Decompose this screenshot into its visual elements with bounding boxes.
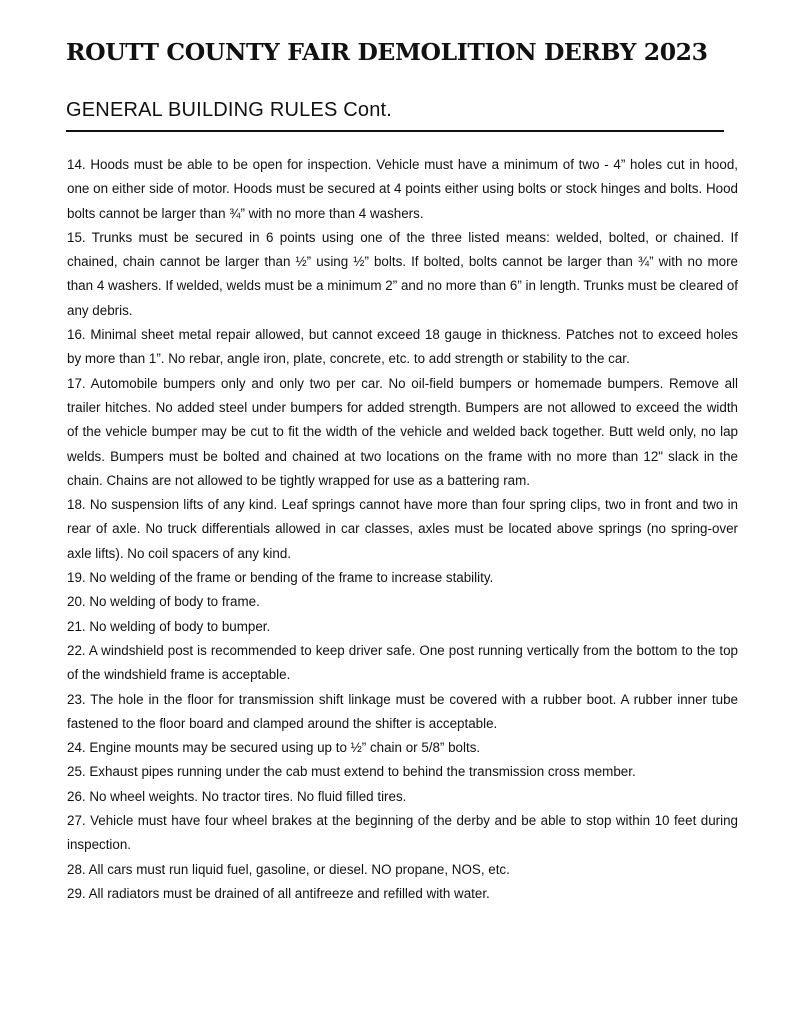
rule-item-29: 29. All radiators must be drained of all antifreeze and refilled with water. [67,885,490,901]
heading-divider [66,130,724,132]
rule-item-22: 22. A windshield post is recommended to keep driver safe. One post running vertically from the bottom to the top of the windshield frame is acceptable. [67,642,738,683]
rule-item-16: 16. Minimal sheet metal repair allowed, but cannot exceed 18 gauge in thickness. Patches not to exceed holes by more than 1”. No rebar, angle iron, plate, concrete, etc. to add strength or stability to the car. [67,327,738,367]
rule-item-17: 17. Automobile bumpers only and only two per car. No oil-field bumpers or homemade bumpers. Remove all trailer hitches. No added steel under bumpers for added strength. Bumpers are not allowed to exceed the width of the vehicle bumper may be cut to fit the width of the vehicle and welded back together. Butt weld only, no lap welds. Bumpers must be bolted and chained at two locations on the frame with no more than 12" slack in the chain. Chains are not allowed to be tightly wrapped for use as a battering ram. [67,375,738,488]
rule-item-19: 19. No welding of the frame or bending of the frame to increase stability. [67,570,494,586]
rule-item-25: 25. Exhaust pipes running under the cab must extend to behind the transmission cross member. [67,764,636,780]
rules-list [67,153,738,906]
rule-item-18: 18. No suspension lifts of any kind. Leaf springs cannot have more than four spring clips, two in front and two in rear of axle. No truck differentials allowed in car classes, axles must be located above springs (no spring-over axle lifts). No coil spacers of any kind. [67,497,738,561]
rule-item-27: 27. Vehicle must have four wheel brakes at the beginning of the derby and be able to stop within 10 feet during inspection. [67,813,738,853]
rule-item-23: 23. The hole in the floor for transmission shift linkage must be covered with a rubber boot. A rubber inner tube fastened to the floor board and clamped around the shifter is acceptable. [67,691,738,731]
document-title: ROUTT COUNTY FAIR DEMOLITION DERBY 2023 [66,38,708,66]
rule-item-21: 21. No welding of body to bumper. [67,618,271,634]
rule-item-28: 28. All cars must run liquid fuel, gasoline, or diesel. NO propane, NOS, etc. [67,861,510,877]
rule-item-14: 14. Hoods must be able to be open for inspection. Vehicle must have a minimum of two - 4” holes cut in hood, one on either side of motor. Hoods must be secured at 4 points either using bolts or stock hinges and bolts. Hood bolts cannot be larger than ¾” with no more than 4 washers. [67,157,738,221]
rule-item-26: 26. No wheel weights. No tractor tires. No fluid filled tires. [67,788,407,804]
rule-item-15: 15. Trunks must be secured in 6 points using one of the three listed means: welded, bolted, or chained. If chained, chain cannot be larger than ½” using ½” bolts. If bolted, bolts cannot be larger than ¾” with no more than 4 washers. If welded, welds must be a minimum 2” and no more than 6” in length. Trunks must be cleared of any debris. [67,229,738,318]
rule-item-24: 24. Engine mounts may be secured using up to ½” chain or 5/8” bolts. [67,740,481,756]
rule-item-20: 20. No welding of body to frame. [67,594,260,610]
section-heading: GENERAL BUILDING RULES Cont. [66,99,393,121]
